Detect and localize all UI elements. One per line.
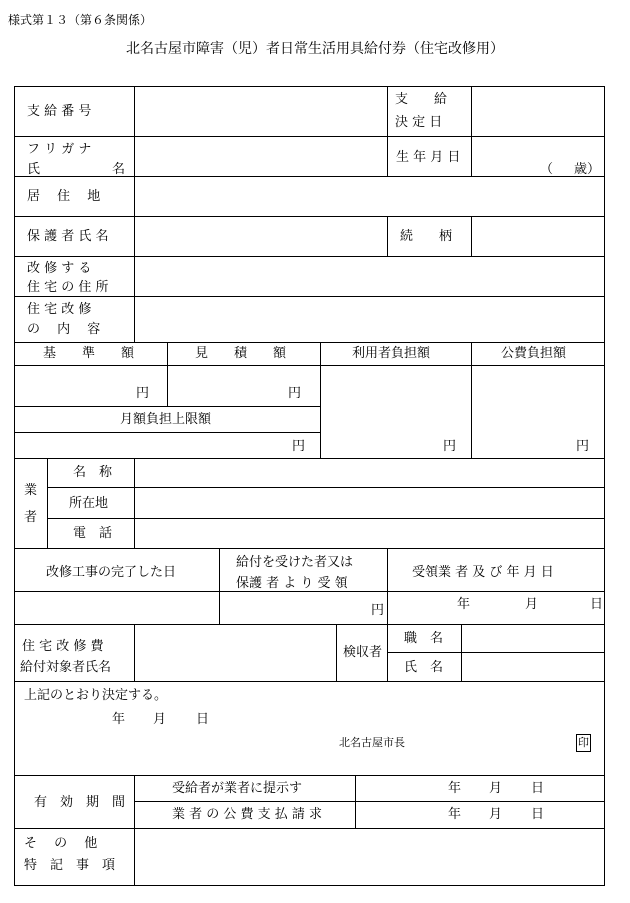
label-shokumei: 職 名 bbox=[404, 631, 444, 646]
label-taisho-2: 給付対象者氏名 bbox=[20, 660, 112, 675]
label-denwa: 電 話 bbox=[73, 526, 113, 541]
label-kijun: 基 準 額 bbox=[43, 346, 135, 361]
label-seinengappi: 生 年 月 日 bbox=[396, 150, 461, 165]
seikyu-date-field[interactable] bbox=[356, 802, 604, 828]
label-hi-seikyu: 日 bbox=[531, 807, 545, 822]
form-number: 様式第１３（第６条関係） bbox=[8, 13, 153, 27]
yen-mitsumori: 円 bbox=[288, 386, 302, 401]
shikyu-bango-field[interactable] bbox=[135, 87, 387, 136]
gyosha-denwa-field[interactable] bbox=[135, 519, 604, 548]
label-uketa-1: 給付を受けた者又は bbox=[236, 555, 354, 570]
yen-riyosha: 円 bbox=[443, 439, 457, 454]
label-taisho-1: 住 宅 改 修 費 bbox=[22, 639, 104, 654]
kaishu-address-field[interactable] bbox=[135, 257, 604, 296]
label-uketa-2: 保護 者 よ り 受 領 bbox=[236, 576, 348, 591]
gyosha-shozaichi-field[interactable] bbox=[135, 488, 604, 518]
teiji-date-field[interactable] bbox=[356, 776, 604, 801]
juryo-amount-field[interactable] bbox=[220, 592, 387, 624]
label-nen-juryo: 年 bbox=[457, 597, 471, 612]
label-kohi: 公費負担額 bbox=[501, 346, 567, 361]
decision-text: 上記のとおり決定する。 bbox=[24, 688, 168, 703]
taisho-name-field[interactable] bbox=[135, 625, 336, 681]
tokki-field[interactable] bbox=[135, 829, 604, 885]
label-mitsumori: 見 積 額 bbox=[195, 346, 287, 361]
kyojuchi-field[interactable] bbox=[135, 177, 604, 216]
label-nen-seikyu: 年 bbox=[448, 807, 462, 822]
label-getsugaku: 月額負担上限額 bbox=[120, 412, 212, 427]
label-kettei-bi: 決 定 日 bbox=[395, 115, 443, 130]
label-shi: 氏 bbox=[27, 162, 41, 177]
label-kenshu: 検収者 bbox=[343, 645, 383, 660]
label-yuko: 有 効 期 間 bbox=[34, 795, 126, 810]
yen-juryo: 円 bbox=[371, 603, 385, 618]
label-tsuki-seikyu: 月 bbox=[489, 807, 503, 822]
label-kyojuchi: 居 住 地 bbox=[27, 189, 101, 204]
naiyo-field[interactable] bbox=[135, 297, 604, 342]
mayor-label: 北名古屋市長 bbox=[339, 736, 405, 749]
hogosha-field[interactable] bbox=[135, 217, 387, 256]
label-hogosha: 保 護 者 氏 名 bbox=[27, 229, 109, 244]
gyosha-meisho-field[interactable] bbox=[135, 459, 604, 487]
yen-kijun: 円 bbox=[136, 386, 150, 401]
label-nen-decision: 年 bbox=[112, 712, 126, 727]
label-shikyu-bango: 支 給 番 号 bbox=[27, 104, 92, 119]
label-shimei: 氏 名 bbox=[404, 660, 444, 675]
birthdate-field[interactable] bbox=[472, 137, 604, 176]
label-furigana: フ リ ガ ナ bbox=[27, 142, 92, 157]
label-gyosha-2: 者 bbox=[24, 510, 38, 525]
kenshu-shokumei-field[interactable] bbox=[462, 625, 604, 652]
label-sonota-2: 特 記 事 項 bbox=[24, 858, 116, 873]
getsugaku-field[interactable] bbox=[15, 433, 320, 458]
label-hi-teiji: 日 bbox=[531, 781, 545, 796]
label-mei: 名 bbox=[112, 162, 126, 177]
label-tsuki-teiji: 月 bbox=[489, 781, 503, 796]
label-naiyo-1: 住 宅 改 修 bbox=[27, 302, 92, 317]
label-kaishu-1: 改 修 す る bbox=[27, 261, 92, 276]
seal-stamp: 印 bbox=[576, 734, 591, 752]
name-field[interactable] bbox=[135, 137, 387, 176]
label-tsuki-juryo: 月 bbox=[525, 597, 539, 612]
label-shozaichi: 所在地 bbox=[69, 496, 109, 511]
zokugara-field[interactable] bbox=[472, 217, 604, 256]
label-sonota-1: そ の 他 bbox=[24, 836, 98, 851]
kanryo-date-field[interactable] bbox=[15, 592, 219, 624]
kettei-bi-field[interactable] bbox=[472, 87, 604, 136]
label-shikyu: 支 給 bbox=[395, 92, 448, 107]
label-age-close: 歳） bbox=[574, 162, 601, 177]
label-riyosha: 利用者負担額 bbox=[352, 346, 431, 361]
label-nen-teiji: 年 bbox=[448, 781, 462, 796]
label-gyosha-1: 業 bbox=[24, 483, 38, 498]
label-age-open: （ bbox=[540, 162, 554, 177]
label-tsuki-decision: 月 bbox=[153, 712, 167, 727]
label-teiji: 受給者が業者に提示す bbox=[172, 781, 303, 796]
label-seikyu: 業 者 の 公 費 支 払 請 求 bbox=[172, 807, 323, 822]
label-juryo: 受領業 者 及 び 年 月 日 bbox=[412, 565, 554, 580]
yen-kohi: 円 bbox=[576, 439, 590, 454]
juryo-date-field[interactable] bbox=[388, 592, 604, 624]
label-kanryo: 改修工事の完了した日 bbox=[46, 565, 177, 580]
form-title: 北名古屋市障害（児）者日常生活用具給付券（住宅改修用） bbox=[126, 41, 504, 57]
label-naiyo-2: の 内 容 bbox=[27, 322, 101, 337]
label-zokugara: 続 柄 bbox=[400, 229, 453, 244]
kenshu-shimei-field[interactable] bbox=[462, 653, 604, 681]
label-meisho: 名 称 bbox=[73, 465, 113, 480]
yen-getsugaku: 円 bbox=[292, 439, 306, 454]
label-hi-decision: 日 bbox=[196, 712, 210, 727]
label-hi-juryo: 日 bbox=[590, 597, 604, 612]
label-kaishu-2: 住 宅 の 住 所 bbox=[27, 280, 109, 295]
